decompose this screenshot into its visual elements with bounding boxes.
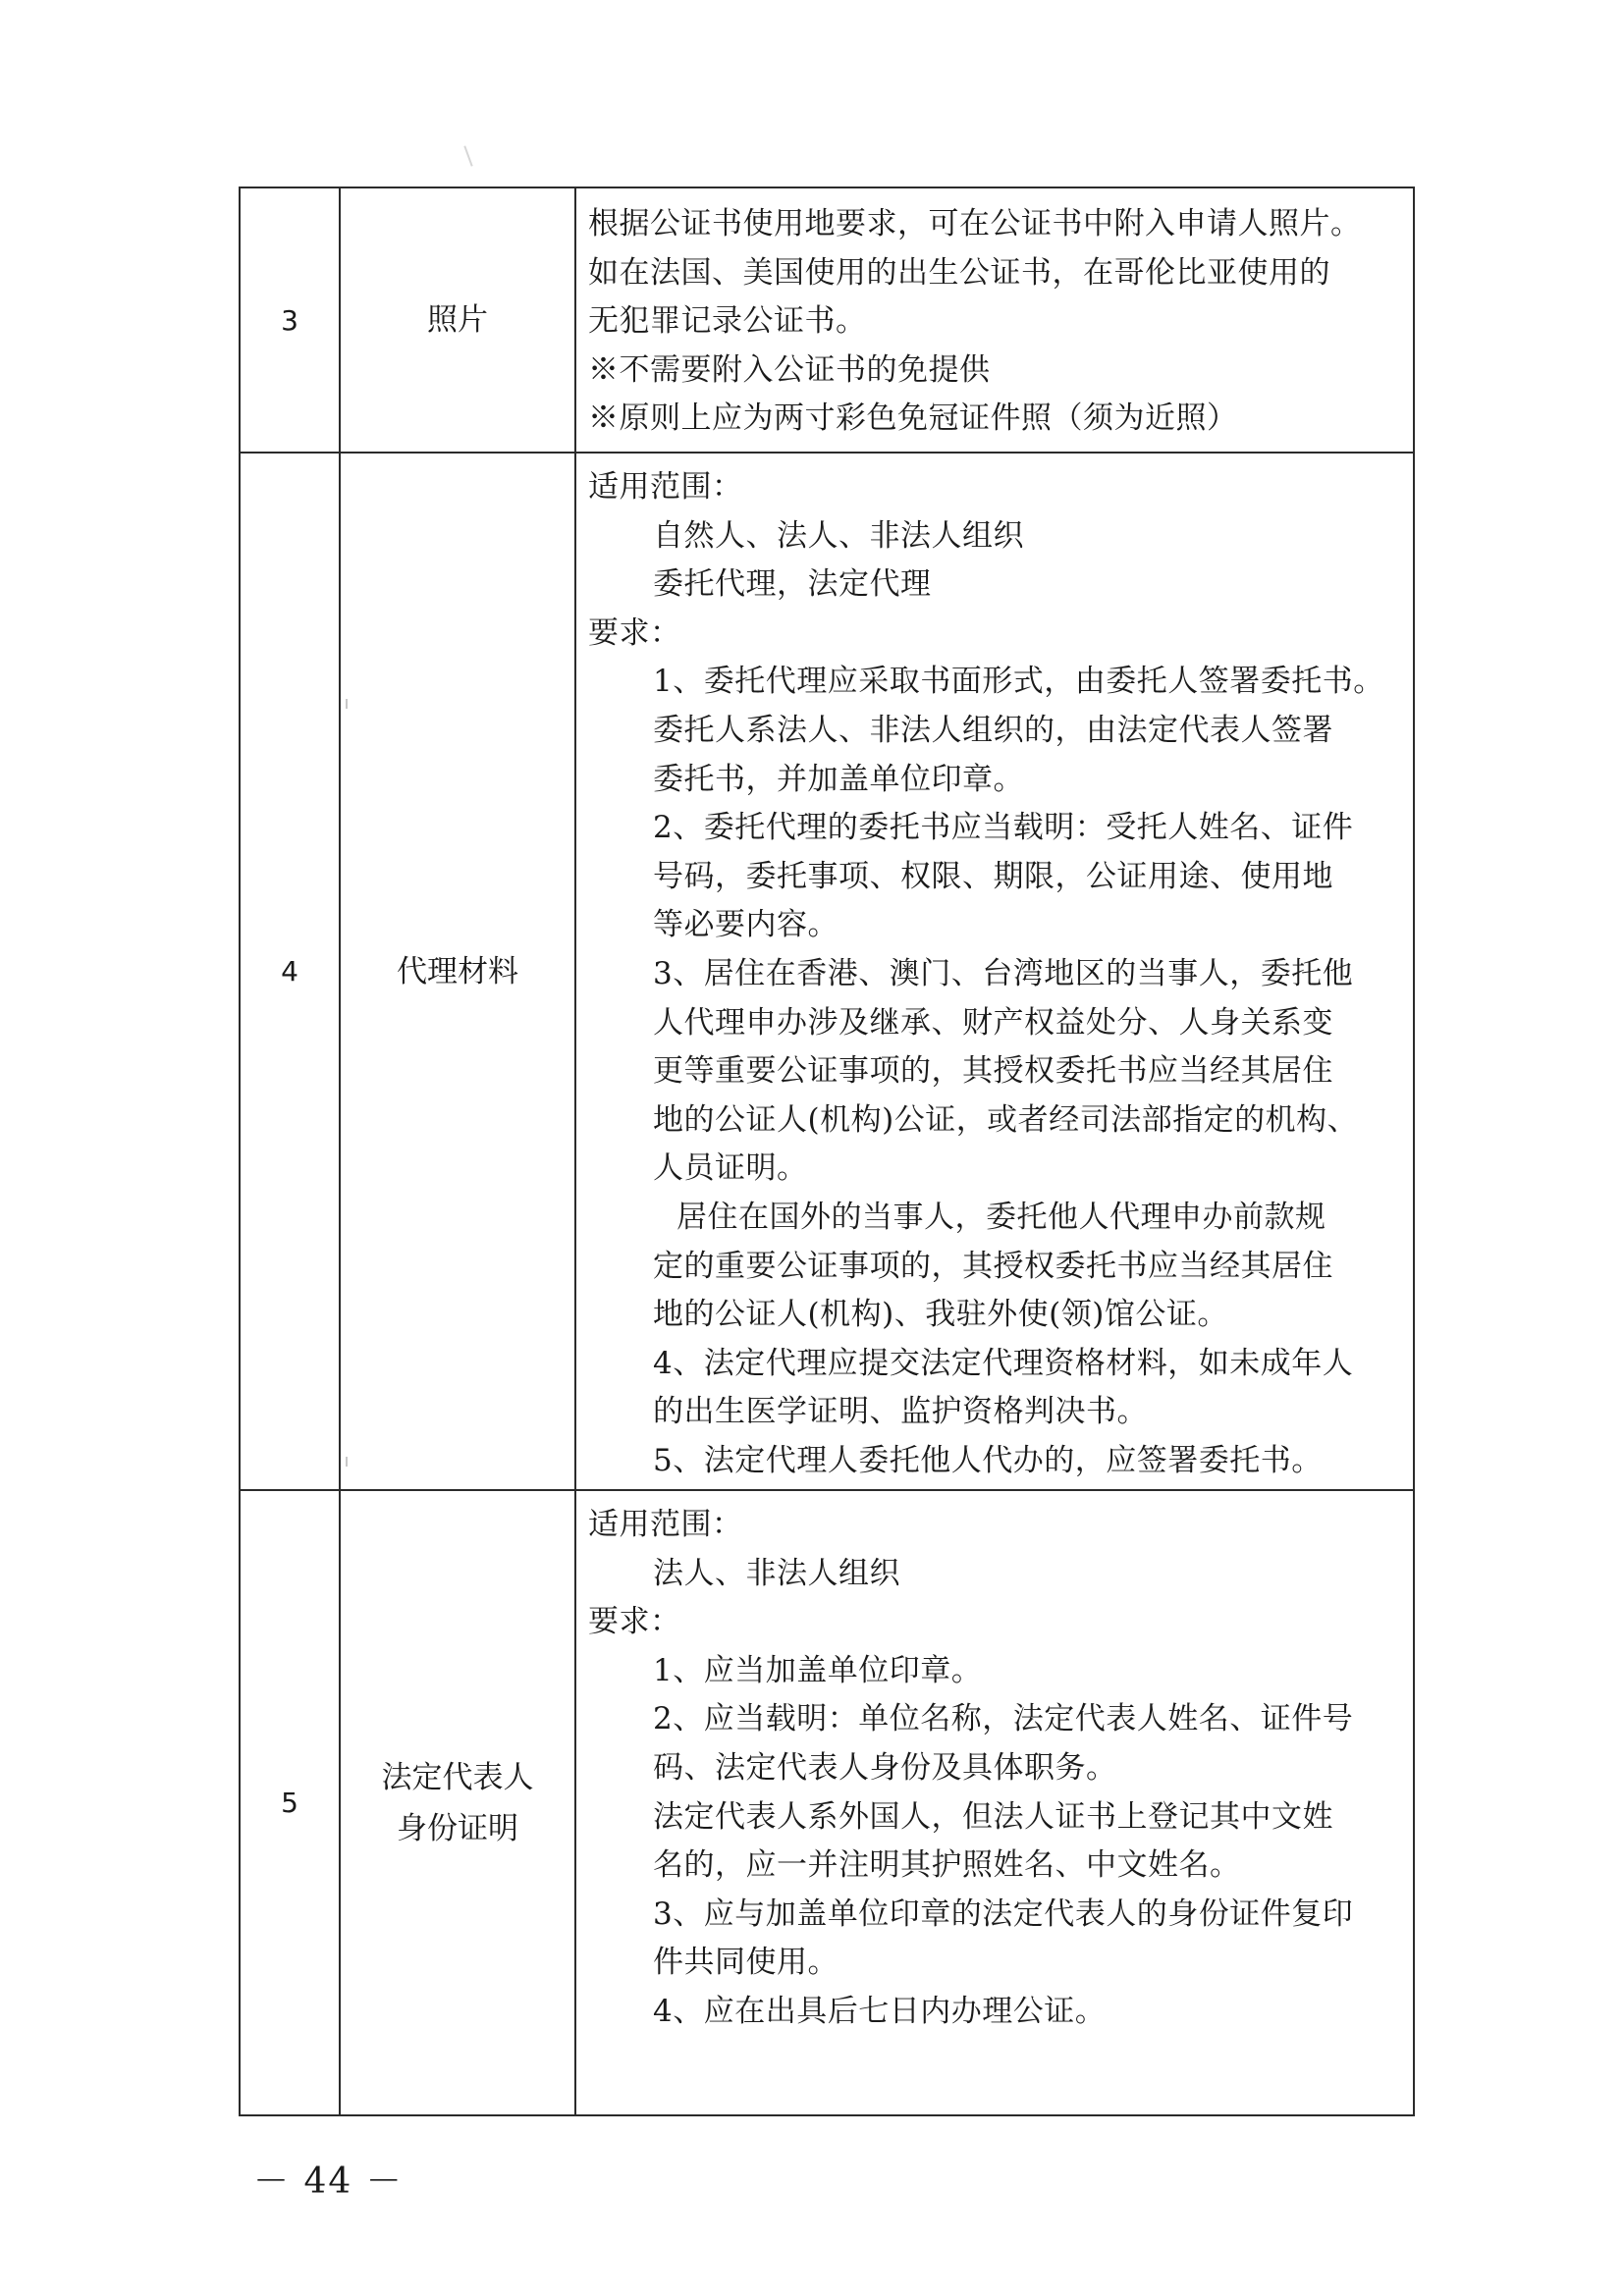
scan-mark [463,145,472,166]
content-line: 名的，应一并注明其护照姓名、中文姓名。 [653,1847,1241,1884]
item-requirements [575,453,1414,1490]
content-line: 3、应与加盖单位印章的法定代表人的身份证件复印 [653,1896,1354,1932]
item-requirements [575,187,1414,453]
content-line: 无犯罪记录公证书。 [588,303,867,339]
row-number: 4 [240,453,340,1490]
content-line: 人代理申办涉及继承、财产权益处分、人身关系变 [653,1004,1333,1041]
scan-mark [346,699,348,709]
page-number: － 44 － [253,2162,404,2202]
content-line: 法人、非法人组织 [653,1555,900,1591]
item-name [340,1490,575,2115]
item-name-line: 法定代表人 [381,1759,534,1795]
item-requirements [575,1490,1414,2115]
content-line: 地的公证人(机构)公证，或者经司法部指定的机构、 [653,1101,1359,1138]
content-line: 地的公证人(机构)、我驻外使(领)馆公证。 [653,1297,1228,1333]
content-line: ※原则上应为两寸彩色免冠证件照（须为近照） [588,400,1238,436]
content-line: 号码，委托事项、权限、期限，公证用途、使用地 [653,858,1333,894]
content-line: 2、应当载明：单位名称，法定代表人姓名、证件号 [653,1701,1354,1737]
content-line: 根据公证书使用地要求，可在公证书中附入申请人照片。 [588,206,1362,241]
table-row [240,453,1414,1490]
content-line: 1、应当加盖单位印章。 [653,1652,983,1688]
content-line: 适用范围： [588,1507,743,1542]
item-name [340,453,575,1490]
row-number: 5 [240,1490,340,2115]
content-line: 如在法国、美国使用的出生公证书，在哥伦比亚使用的 [588,254,1330,291]
content-line: 自然人、法人、非法人组织 [653,517,1024,554]
scan-mark [346,1457,348,1467]
item-name [340,187,575,453]
item-name-line: 代理材料 [397,953,518,989]
content-line: 4、应在出具后七日内办理公证。 [653,1993,1107,2029]
content-line: 定的重要公证事项的，其授权委托书应当经其居住 [653,1248,1333,1284]
content-line: 要求： [588,614,681,651]
content-line: 居住在国外的当事人，委托他人代理申办前款规 [676,1199,1326,1235]
content-line: 等必要内容。 [653,907,839,943]
item-name-line: 身份证明 [397,1810,518,1846]
content-line: 4、法定代理应提交法定代理资格材料，如未成年人 [653,1345,1354,1381]
content-line: 人员证明。 [653,1150,808,1187]
content-line: 更等重要公证事项的，其授权委托书应当经其居住 [653,1053,1333,1090]
content-line: 要求： [588,1604,681,1640]
content-line: 法定代表人系外国人，但法人证书上登记其中文姓 [653,1798,1333,1835]
content-line: 件共同使用。 [653,1945,839,1981]
content-line: ※不需要附入公证书的免提供 [588,351,991,388]
content-line: 委托代理，法定代理 [653,566,932,603]
table-row [240,187,1414,453]
content-line: 1、委托代理应采取书面形式，由委托人签署委托书。 [653,664,1384,700]
content-line: 委托人系法人、非法人组织的，由法定代表人签署 [653,712,1333,748]
content-line: 码、法定代表人身份及具体职务。 [653,1749,1117,1786]
content-line: 3、居住在香港、澳门、台湾地区的当事人，委托他 [653,955,1354,991]
requirements-table [239,187,1415,2116]
table-row [240,1490,1414,2115]
content-line: 适用范围： [588,469,743,505]
content-line: 委托书，并加盖单位印章。 [653,761,1024,797]
content-line: 的出生医学证明、监护资格判决书。 [653,1394,1148,1430]
row-number: 3 [240,187,340,453]
content-line: 5、法定代理人委托他人代办的，应签署委托书。 [653,1442,1323,1478]
item-name-line: 照片 [427,302,488,338]
content-line: 2、委托代理的委托书应当载明：受托人姓名、证件 [653,810,1354,846]
